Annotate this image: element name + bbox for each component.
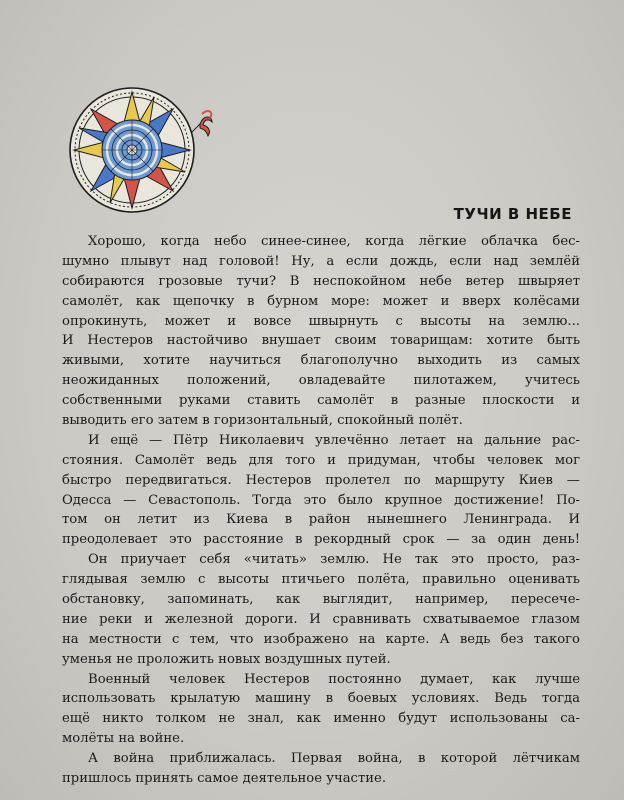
text-line: неожиданных положений, овладевайте пилотажем, учитесь bbox=[62, 373, 580, 389]
text-line: Хорошо, когда небо синее-синее, когда лёгкие облачка бес- bbox=[88, 234, 580, 249]
text-line: обстановку, запоминать, как выглядит, например, пересече- bbox=[62, 592, 580, 608]
text-line: А война приближалась. Первая война, в которой лётчикам bbox=[88, 751, 580, 767]
text-line: молёты на войне. bbox=[62, 731, 185, 747]
paragraph bbox=[62, 232, 580, 431]
text-line: ещё никто толком не знал, как именно будут использованы са- bbox=[62, 711, 580, 727]
text-line: уменья не проложить новых воздушных путей. bbox=[62, 651, 391, 667]
text-line: быстро передвигаться. Нестеров пролетел по маршруту Киев — bbox=[62, 472, 580, 488]
paragraph bbox=[62, 550, 580, 669]
text-line: собираются грозовые тучи? В неспокойном небе ветер швыряет bbox=[62, 273, 580, 289]
text-line: том он летит из Киева в район нынешнего Ленинграда. И bbox=[62, 512, 580, 528]
text-line: И Нестеров настойчиво внушает своим товарищам: хотите быть bbox=[62, 333, 580, 349]
text-line: ние реки и железной дороги. И сравнивать схватываемое глазом bbox=[62, 611, 580, 627]
text-line: Военный человек Нестеров постоянно думает, как лучше bbox=[88, 671, 580, 687]
text-line: самолёт, как щепочку в бурном море: может и вверх колёсами bbox=[62, 293, 580, 309]
text-line: И ещё — Пётр Николаевич увлечённо летает на дальние рас- bbox=[88, 432, 580, 448]
text-line: живыми, хотите научиться благополучно выходить из самых bbox=[62, 353, 580, 369]
text-line: опрокинуть, может и вовсе швырнуть с высоты на землю... bbox=[62, 313, 580, 329]
body-text bbox=[62, 232, 580, 789]
compass-rose-icon bbox=[60, 80, 220, 220]
text-line: использовать крылатую машину в боевых условиях. Ведь тогда bbox=[62, 691, 580, 707]
paragraph bbox=[62, 431, 580, 550]
text-line: собственными руками ставить самолёт в разные плоскости и bbox=[62, 393, 580, 409]
text-line: шумно плывут над головой! Ну, а если дождь, если над землёй bbox=[62, 253, 580, 269]
text-line: преодолевает это расстояние в рекордный срок — за один день! bbox=[62, 532, 580, 548]
paragraph bbox=[62, 749, 580, 789]
chapter-title: ТУЧИ В НЕБЕ bbox=[453, 205, 572, 223]
text-line: выводить его затем в горизонтальный, спокойный полёт. bbox=[62, 413, 463, 429]
paragraph bbox=[62, 670, 580, 750]
text-line: пришлось принять самое деятельное участие. bbox=[62, 771, 387, 787]
text-line: Одесса — Севастополь. Тогда это было крупное достижение! По- bbox=[62, 492, 580, 508]
text-line: стояния. Самолёт ведь для того и придуман, чтобы человек мог bbox=[62, 452, 580, 468]
text-line: Он приучает себя «читать» землю. Не так это просто, раз- bbox=[88, 552, 580, 568]
text-line: на местности с тем, что изображено на карте. А ведь без такого bbox=[62, 631, 580, 647]
text-line: глядывая землю с высоты птичьего полёта, правильно оценивать bbox=[62, 572, 580, 588]
